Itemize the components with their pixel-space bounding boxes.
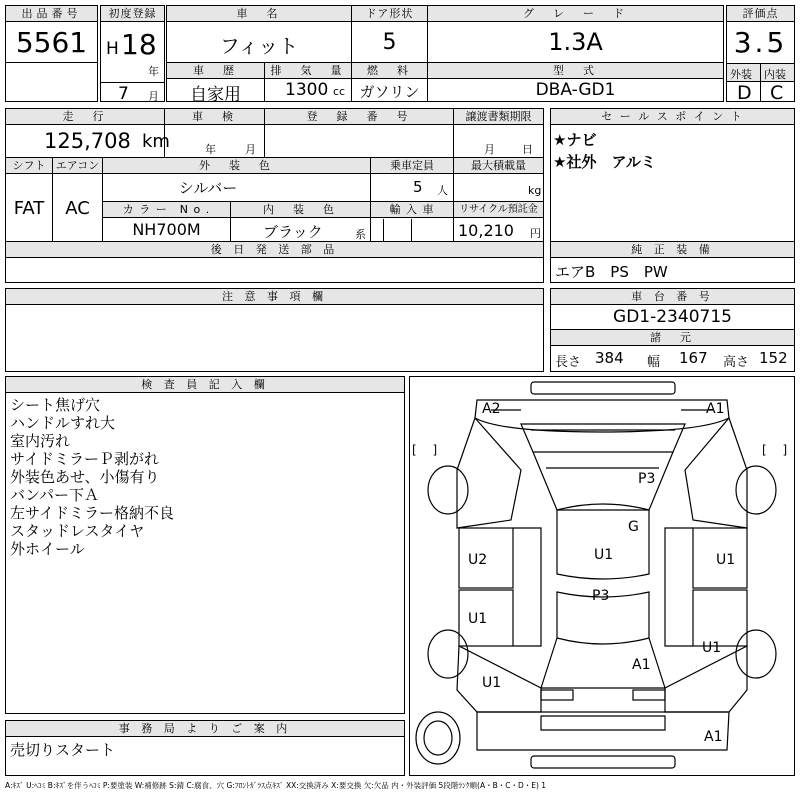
int-color-box <box>230 201 371 242</box>
grade-box <box>427 5 724 63</box>
fuel-label: 燃 料 <box>352 63 427 79</box>
height-value: 152 <box>759 349 788 367</box>
equipment-label: 純 正 装 備 <box>551 242 794 258</box>
damage-mark: A2 <box>482 401 501 417</box>
damage-mark: U1 <box>702 640 722 656</box>
recycle-label: リサイクル預託金 <box>454 202 543 218</box>
fuel-value: ガソリン <box>359 83 420 101</box>
inspector-note: 外ホイール <box>10 540 85 558</box>
fuel-box <box>351 62 428 102</box>
length-value: 384 <box>595 349 624 367</box>
capacity-value: 5 <box>413 178 423 196</box>
int-color-label: 内 装 色 <box>231 202 370 218</box>
import-box <box>370 201 454 242</box>
mileage-unit: km <box>142 131 170 152</box>
inspector-note: ハンドルすれ大 <box>10 414 116 432</box>
car-name-value: フィット <box>219 34 299 58</box>
max-load-box <box>453 157 544 202</box>
score-box <box>726 5 795 102</box>
damage-mark: P3 <box>592 588 610 604</box>
damage-mark: U1 <box>594 547 614 563</box>
sales-point-item: ★ナビ <box>553 131 597 149</box>
doors-label: ドア形状 <box>352 6 427 22</box>
damage-mark: A1 <box>632 657 651 673</box>
later-parts-box <box>5 241 544 283</box>
max-load-label: 最大積載量 <box>454 158 543 174</box>
recycle-box <box>453 201 544 242</box>
score-label: 評価点 <box>727 6 794 22</box>
mileage-label: 走 行 <box>6 109 164 125</box>
office-value: 売切りスタート <box>10 741 116 759</box>
model-label: 型 式 <box>428 63 723 79</box>
history-label: 車 歴 <box>167 63 264 79</box>
aircon-label: エアコン <box>53 158 102 174</box>
bracket-right: [ ] <box>762 443 794 457</box>
transfer-label: 譲渡書類期限 <box>454 109 543 125</box>
capacity-box <box>370 157 454 202</box>
ext-color-box <box>102 157 371 202</box>
capacity-label: 乗車定員 <box>371 158 453 174</box>
car-name-label: 車 名 <box>167 6 351 22</box>
notes-label: 注 意 事 項 欄 <box>6 289 543 305</box>
car-diagram-box <box>409 376 795 776</box>
model-value: DBA-GD1 <box>535 80 616 100</box>
reg-no-label: 登 録 番 号 <box>265 109 453 125</box>
max-load-unit: kg <box>528 184 542 197</box>
int-score: C <box>770 82 784 104</box>
specs-label: 諸 元 <box>551 329 794 346</box>
width-label: 幅 <box>647 355 661 370</box>
chassis-label: 車 台 番 号 <box>551 289 794 305</box>
score-value: 3.5 <box>733 26 788 59</box>
notes-box <box>5 288 544 372</box>
transfer-day: 日 <box>522 143 533 156</box>
length-label: 長さ <box>555 355 582 370</box>
car-name-box <box>166 5 352 63</box>
chassis-value: GD1-2340715 <box>613 307 732 327</box>
transfer-month: 月 <box>484 143 495 156</box>
color-no-value: NH700M <box>132 220 201 239</box>
damage-mark: U2 <box>468 552 488 568</box>
lot-number-label: 出品番号 <box>6 6 97 22</box>
damage-mark: A1 <box>706 401 725 417</box>
history-box <box>166 62 265 105</box>
displacement-box <box>264 62 352 102</box>
history-value: 自家用 <box>190 85 241 105</box>
damage-mark: G <box>628 519 639 535</box>
shift-label: シフト <box>6 158 52 174</box>
inspection-year: 年 <box>205 143 216 156</box>
recycle-unit: 円 <box>530 227 541 240</box>
lot-number-box <box>5 5 98 102</box>
aircon-box <box>52 157 103 242</box>
sales-points-box <box>550 108 795 242</box>
width-value: 167 <box>679 349 708 367</box>
reg-month: 7 <box>118 84 129 104</box>
shift-box <box>5 157 53 242</box>
inspector-note: バンパー下Ａ <box>10 486 99 504</box>
mileage-value: 125,708 <box>44 129 131 153</box>
shift-value: FAT <box>13 198 45 219</box>
era: H <box>106 39 119 59</box>
inspection-box <box>164 108 265 158</box>
reg-no-box <box>264 108 454 158</box>
car-diagram <box>410 377 794 775</box>
grade-label: グ レ ー ド <box>428 6 723 22</box>
ext-score-label: 外装 <box>730 68 752 81</box>
inspector-note: スタッドレスタイヤ <box>10 522 145 540</box>
color-no-label: カ ラ ー N o . <box>103 202 230 218</box>
first-registration-label: 初度登録 <box>101 6 164 22</box>
ext-color-label: 外 装 色 <box>103 158 370 174</box>
sales-points-label: セ ー ル ス ポ イ ン ト <box>551 109 794 125</box>
equipment-box <box>550 241 795 283</box>
displacement-label: 排 気 量 <box>265 63 351 79</box>
reg-month-unit: 月 <box>148 90 159 103</box>
inspector-note: 外装色あせ、小傷有り <box>10 468 160 486</box>
inspection-label: 車 検 <box>165 109 264 125</box>
capacity-unit: 人 <box>437 184 448 197</box>
ext-color-value: シルバー <box>178 179 238 197</box>
office-label: 事 務 局 よ り ご 案 内 <box>6 721 404 737</box>
inspector-box <box>5 376 405 714</box>
model-box <box>427 62 724 102</box>
damage-mark: A1 <box>704 729 723 745</box>
office-box <box>5 720 405 776</box>
damage-mark: U1 <box>716 552 736 568</box>
doors-value: 5 <box>382 30 397 55</box>
reg-year-unit: 年 <box>148 65 159 78</box>
int-color-value: ブラック <box>263 223 323 241</box>
first-registration-box <box>100 5 165 102</box>
damage-mark: U1 <box>468 611 488 627</box>
later-parts-label: 後 日 発 送 部 品 <box>6 242 543 258</box>
inspector-note: 左サイドミラー格納不良 <box>10 504 174 522</box>
grade-value: 1.3A <box>548 28 603 56</box>
damage-mark: U1 <box>482 675 502 691</box>
displacement-unit: cc <box>333 85 346 98</box>
inspection-month: 月 <box>245 143 256 156</box>
inspector-label: 検 査 員 記 入 欄 <box>6 377 404 393</box>
transfer-box <box>453 108 544 158</box>
import-label: 輸 入 車 <box>371 202 453 218</box>
inspector-note: シート焦げ穴 <box>10 396 101 414</box>
reg-year: 18 <box>121 28 157 61</box>
inspector-note: 室内汚れ <box>10 432 71 450</box>
int-color-unit: 系 <box>355 228 366 241</box>
recycle-value: 10,210 <box>458 221 514 240</box>
int-score-label: 内装 <box>764 68 786 81</box>
legend: A:ｷｽﾞ U:ﾍｺﾐ B:ｷｽﾞを伴うﾍｺﾐ P:要塗装 W:補修跡 S:錆 C:腐食、穴 G:ﾌﾛﾝﾄｶﾞﾗｽ点ｷｽﾞ XX:交換済み X:要交換 欠:欠品 内・外装評価 5段階ﾗﾝｸ順(A・B・C・D・E) 1 <box>5 781 547 790</box>
damage-mark: P3 <box>638 471 656 487</box>
sales-point-item: ★社外 アルミ <box>553 153 656 171</box>
color-no-box <box>102 201 231 242</box>
ext-score: D <box>737 82 752 104</box>
equipment-value: エアB PS PW <box>555 263 668 281</box>
bracket-left: [ ] <box>412 443 444 457</box>
aircon-value: AC <box>65 198 90 219</box>
height-label: 高さ <box>723 355 750 370</box>
doors-box <box>351 5 428 63</box>
inspector-note: サイドミラーＰ剥がれ <box>10 450 159 468</box>
displacement-value: 1300 <box>285 80 329 100</box>
lot-number-value: 5561 <box>15 26 88 59</box>
chassis-box <box>550 288 795 372</box>
mileage-box <box>5 108 170 158</box>
